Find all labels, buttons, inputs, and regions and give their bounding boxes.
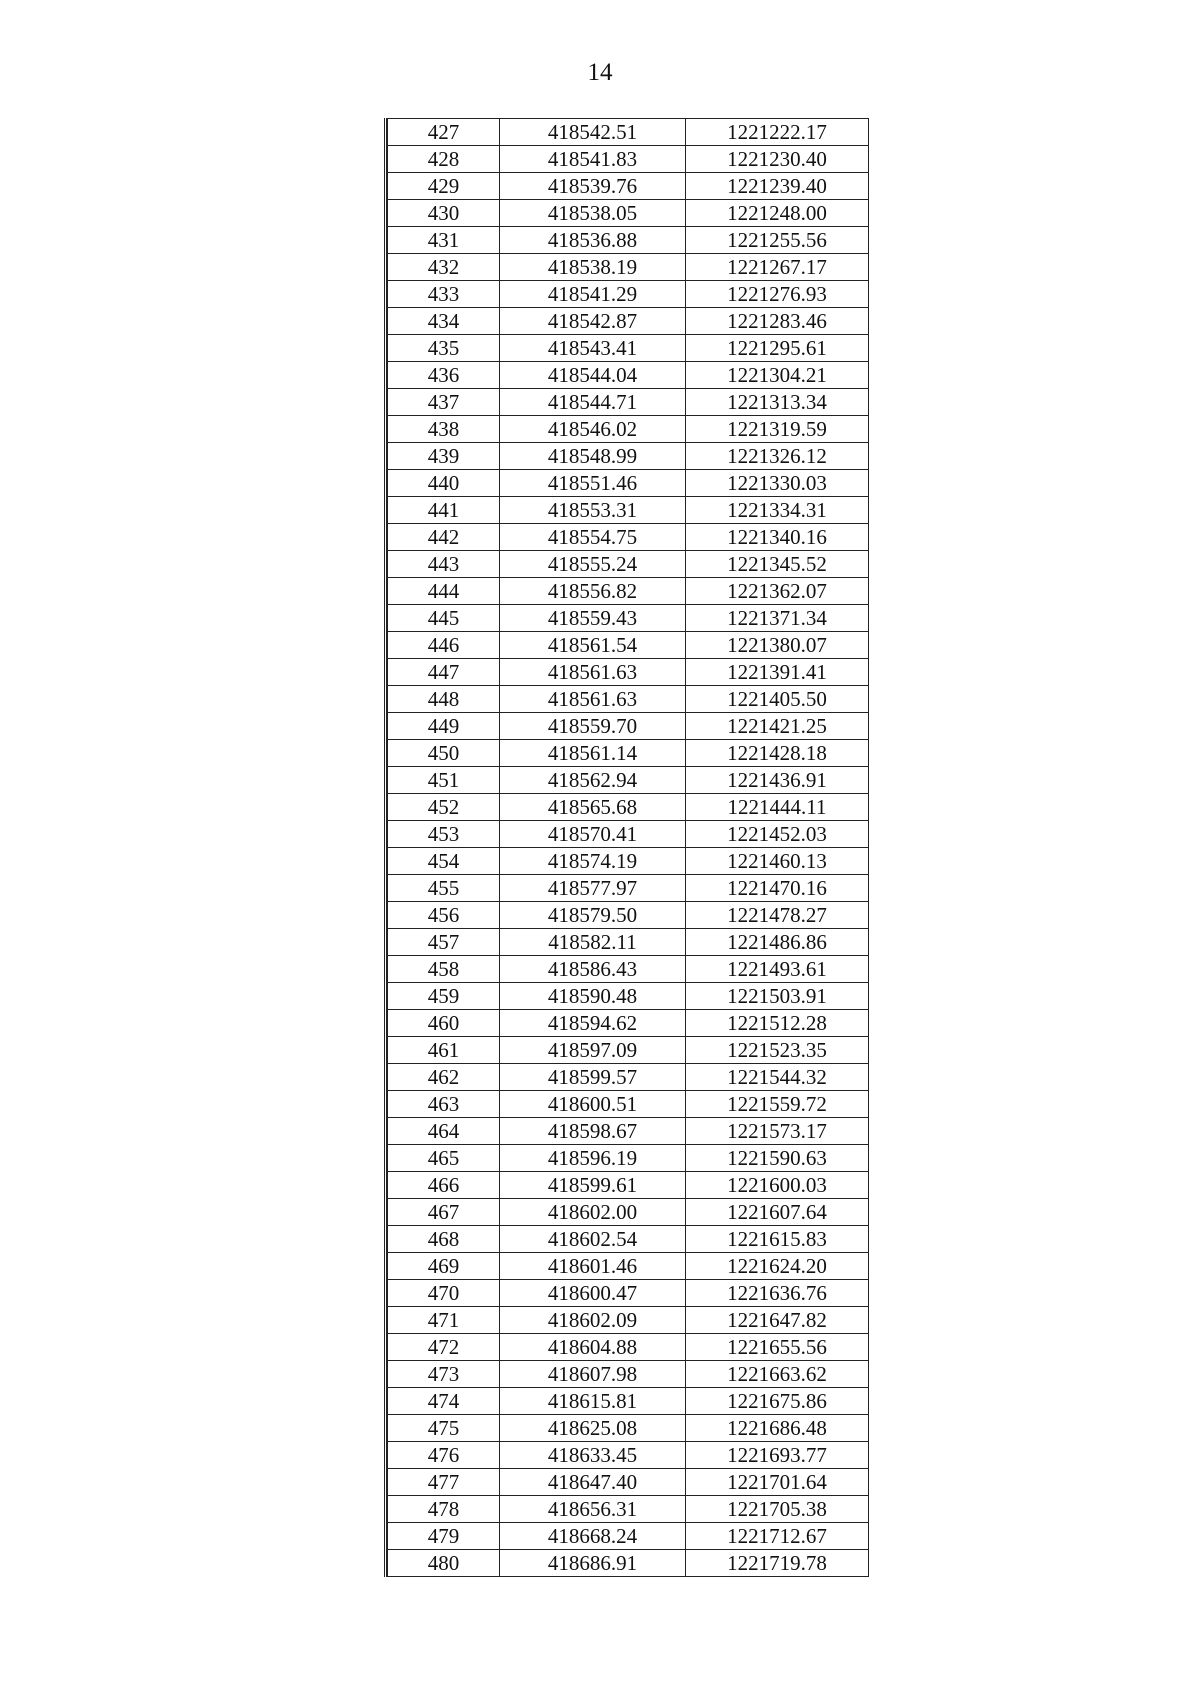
point-number-cell: 465 (388, 1145, 500, 1172)
x-coordinate-cell: 418551.46 (500, 470, 686, 497)
point-number-cell: 466 (388, 1172, 500, 1199)
table-row (388, 1550, 869, 1577)
table-row (388, 470, 869, 497)
point-number-cell: 460 (388, 1010, 500, 1037)
y-coordinate-cell: 1221248.00 (686, 200, 869, 227)
point-number-cell: 431 (388, 227, 500, 254)
x-coordinate-cell: 418590.48 (500, 983, 686, 1010)
table-row (388, 524, 869, 551)
x-coordinate-cell: 418604.88 (500, 1334, 686, 1361)
y-coordinate-cell: 1221512.28 (686, 1010, 869, 1037)
point-number-cell: 474 (388, 1388, 500, 1415)
x-coordinate-cell: 418543.41 (500, 335, 686, 362)
y-coordinate-cell: 1221655.56 (686, 1334, 869, 1361)
table-row (388, 1388, 869, 1415)
y-coordinate-cell: 1221719.78 (686, 1550, 869, 1577)
point-number-cell: 451 (388, 767, 500, 794)
point-number-cell: 477 (388, 1469, 500, 1496)
page-number: 14 (587, 59, 613, 86)
point-number-cell: 441 (388, 497, 500, 524)
y-coordinate-cell: 1221647.82 (686, 1307, 869, 1334)
x-coordinate-cell: 418599.61 (500, 1172, 686, 1199)
point-number-cell: 446 (388, 632, 500, 659)
x-coordinate-cell: 418582.11 (500, 929, 686, 956)
point-number-cell: 447 (388, 659, 500, 686)
y-coordinate-cell: 1221239.40 (686, 173, 869, 200)
table-row (388, 767, 869, 794)
x-coordinate-cell: 418565.68 (500, 794, 686, 821)
table-row (388, 794, 869, 821)
table-row (388, 821, 869, 848)
table-row (388, 632, 869, 659)
point-number-cell: 435 (388, 335, 500, 362)
point-number-cell: 449 (388, 713, 500, 740)
table-row (388, 1496, 869, 1523)
point-number-cell: 453 (388, 821, 500, 848)
x-coordinate-cell: 418553.31 (500, 497, 686, 524)
table-row (388, 1172, 869, 1199)
table-row (388, 1010, 869, 1037)
point-number-cell: 448 (388, 686, 500, 713)
x-coordinate-cell: 418686.91 (500, 1550, 686, 1577)
table-row (388, 875, 869, 902)
table-row (388, 335, 869, 362)
y-coordinate-cell: 1221340.16 (686, 524, 869, 551)
y-coordinate-cell: 1221436.91 (686, 767, 869, 794)
point-number-cell: 456 (388, 902, 500, 929)
table-row (388, 605, 869, 632)
y-coordinate-cell: 1221523.35 (686, 1037, 869, 1064)
table-row (388, 1307, 869, 1334)
y-coordinate-cell: 1221421.25 (686, 713, 869, 740)
table-row (388, 1361, 869, 1388)
y-coordinate-cell: 1221663.62 (686, 1361, 869, 1388)
x-coordinate-cell: 418559.70 (500, 713, 686, 740)
y-coordinate-cell: 1221319.59 (686, 416, 869, 443)
y-coordinate-cell: 1221675.86 (686, 1388, 869, 1415)
y-coordinate-cell: 1221334.31 (686, 497, 869, 524)
table-row (388, 848, 869, 875)
point-number-cell: 476 (388, 1442, 500, 1469)
table-row (388, 578, 869, 605)
x-coordinate-cell: 418601.46 (500, 1253, 686, 1280)
table-row (388, 983, 869, 1010)
table-row (388, 119, 869, 146)
x-coordinate-cell: 418597.09 (500, 1037, 686, 1064)
table-row (388, 713, 869, 740)
table-row (388, 1442, 869, 1469)
y-coordinate-cell: 1221460.13 (686, 848, 869, 875)
y-coordinate-cell: 1221544.32 (686, 1064, 869, 1091)
table-row (388, 497, 869, 524)
x-coordinate-cell: 418556.82 (500, 578, 686, 605)
y-coordinate-cell: 1221255.56 (686, 227, 869, 254)
table-row (388, 686, 869, 713)
point-number-cell: 428 (388, 146, 500, 173)
y-coordinate-cell: 1221330.03 (686, 470, 869, 497)
x-coordinate-cell: 418586.43 (500, 956, 686, 983)
point-number-cell: 429 (388, 173, 500, 200)
point-number-cell: 452 (388, 794, 500, 821)
coordinates-table-wrapper (384, 118, 869, 1577)
table-row (388, 254, 869, 281)
y-coordinate-cell: 1221493.61 (686, 956, 869, 983)
y-coordinate-cell: 1221559.72 (686, 1091, 869, 1118)
table-row (388, 1280, 869, 1307)
point-number-cell: 440 (388, 470, 500, 497)
point-number-cell: 475 (388, 1415, 500, 1442)
point-number-cell: 461 (388, 1037, 500, 1064)
point-number-cell: 454 (388, 848, 500, 875)
y-coordinate-cell: 1221590.63 (686, 1145, 869, 1172)
x-coordinate-cell: 418633.45 (500, 1442, 686, 1469)
point-number-cell: 479 (388, 1523, 500, 1550)
table-row (388, 1523, 869, 1550)
x-coordinate-cell: 418570.41 (500, 821, 686, 848)
point-number-cell: 433 (388, 281, 500, 308)
y-coordinate-cell: 1221705.38 (686, 1496, 869, 1523)
table-row (388, 362, 869, 389)
table-row (388, 281, 869, 308)
point-number-cell: 459 (388, 983, 500, 1010)
table-row (388, 1226, 869, 1253)
x-coordinate-cell: 418561.63 (500, 686, 686, 713)
table-row (388, 416, 869, 443)
point-number-cell: 438 (388, 416, 500, 443)
y-coordinate-cell: 1221486.86 (686, 929, 869, 956)
table-row (388, 1469, 869, 1496)
point-number-cell: 437 (388, 389, 500, 416)
x-coordinate-cell: 418602.54 (500, 1226, 686, 1253)
x-coordinate-cell: 418548.99 (500, 443, 686, 470)
x-coordinate-cell: 418544.71 (500, 389, 686, 416)
x-coordinate-cell: 418539.76 (500, 173, 686, 200)
y-coordinate-cell: 1221607.64 (686, 1199, 869, 1226)
table-row (388, 1064, 869, 1091)
point-number-cell: 471 (388, 1307, 500, 1334)
point-number-cell: 478 (388, 1496, 500, 1523)
y-coordinate-cell: 1221304.21 (686, 362, 869, 389)
table-row (388, 227, 869, 254)
y-coordinate-cell: 1221624.20 (686, 1253, 869, 1280)
table-row (388, 1145, 869, 1172)
point-number-cell: 436 (388, 362, 500, 389)
x-coordinate-cell: 418536.88 (500, 227, 686, 254)
x-coordinate-cell: 418598.67 (500, 1118, 686, 1145)
y-coordinate-cell: 1221701.64 (686, 1469, 869, 1496)
point-number-cell: 467 (388, 1199, 500, 1226)
x-coordinate-cell: 418562.94 (500, 767, 686, 794)
x-coordinate-cell: 418656.31 (500, 1496, 686, 1523)
x-coordinate-cell: 418555.24 (500, 551, 686, 578)
point-number-cell: 434 (388, 308, 500, 335)
table-row (388, 740, 869, 767)
y-coordinate-cell: 1221345.52 (686, 551, 869, 578)
coordinates-table-body (388, 119, 869, 1577)
x-coordinate-cell: 418544.04 (500, 362, 686, 389)
point-number-cell: 457 (388, 929, 500, 956)
table-row (388, 929, 869, 956)
x-coordinate-cell: 418625.08 (500, 1415, 686, 1442)
x-coordinate-cell: 418561.14 (500, 740, 686, 767)
point-number-cell: 430 (388, 200, 500, 227)
x-coordinate-cell: 418542.87 (500, 308, 686, 335)
y-coordinate-cell: 1221600.03 (686, 1172, 869, 1199)
point-number-cell: 470 (388, 1280, 500, 1307)
table-row (388, 1091, 869, 1118)
y-coordinate-cell: 1221470.16 (686, 875, 869, 902)
point-number-cell: 463 (388, 1091, 500, 1118)
table-row (388, 1037, 869, 1064)
table-row (388, 1253, 869, 1280)
point-number-cell: 469 (388, 1253, 500, 1280)
table-row (388, 902, 869, 929)
y-coordinate-cell: 1221380.07 (686, 632, 869, 659)
x-coordinate-cell: 418541.29 (500, 281, 686, 308)
point-number-cell: 455 (388, 875, 500, 902)
point-number-cell: 442 (388, 524, 500, 551)
x-coordinate-cell: 418561.54 (500, 632, 686, 659)
y-coordinate-cell: 1221222.17 (686, 119, 869, 146)
y-coordinate-cell: 1221503.91 (686, 983, 869, 1010)
point-number-cell: 443 (388, 551, 500, 578)
y-coordinate-cell: 1221686.48 (686, 1415, 869, 1442)
y-coordinate-cell: 1221478.27 (686, 902, 869, 929)
table-row (388, 659, 869, 686)
x-coordinate-cell: 418574.19 (500, 848, 686, 875)
y-coordinate-cell: 1221391.41 (686, 659, 869, 686)
table-row (388, 1118, 869, 1145)
x-coordinate-cell: 418538.19 (500, 254, 686, 281)
table-row (388, 443, 869, 470)
table-row (388, 1199, 869, 1226)
y-coordinate-cell: 1221615.83 (686, 1226, 869, 1253)
y-coordinate-cell: 1221636.76 (686, 1280, 869, 1307)
table-row (388, 173, 869, 200)
x-coordinate-cell: 418596.19 (500, 1145, 686, 1172)
table-row (388, 1334, 869, 1361)
point-number-cell: 439 (388, 443, 500, 470)
x-coordinate-cell: 418579.50 (500, 902, 686, 929)
x-coordinate-cell: 418599.57 (500, 1064, 686, 1091)
x-coordinate-cell: 418668.24 (500, 1523, 686, 1550)
y-coordinate-cell: 1221712.67 (686, 1523, 869, 1550)
point-number-cell: 464 (388, 1118, 500, 1145)
y-coordinate-cell: 1221444.11 (686, 794, 869, 821)
y-coordinate-cell: 1221313.34 (686, 389, 869, 416)
point-number-cell: 445 (388, 605, 500, 632)
y-coordinate-cell: 1221295.61 (686, 335, 869, 362)
point-number-cell: 458 (388, 956, 500, 983)
table-row (388, 200, 869, 227)
y-coordinate-cell: 1221362.07 (686, 578, 869, 605)
y-coordinate-cell: 1221230.40 (686, 146, 869, 173)
point-number-cell: 468 (388, 1226, 500, 1253)
y-coordinate-cell: 1221573.17 (686, 1118, 869, 1145)
y-coordinate-cell: 1221283.46 (686, 308, 869, 335)
x-coordinate-cell: 418554.75 (500, 524, 686, 551)
point-number-cell: 480 (388, 1550, 500, 1577)
x-coordinate-cell: 418594.62 (500, 1010, 686, 1037)
x-coordinate-cell: 418602.09 (500, 1307, 686, 1334)
point-number-cell: 473 (388, 1361, 500, 1388)
x-coordinate-cell: 418538.05 (500, 200, 686, 227)
x-coordinate-cell: 418602.00 (500, 1199, 686, 1226)
y-coordinate-cell: 1221428.18 (686, 740, 869, 767)
x-coordinate-cell: 418607.98 (500, 1361, 686, 1388)
x-coordinate-cell: 418559.43 (500, 605, 686, 632)
table-row (388, 956, 869, 983)
point-number-cell: 427 (388, 119, 500, 146)
y-coordinate-cell: 1221267.17 (686, 254, 869, 281)
x-coordinate-cell: 418577.97 (500, 875, 686, 902)
y-coordinate-cell: 1221452.03 (686, 821, 869, 848)
x-coordinate-cell: 418615.81 (500, 1388, 686, 1415)
x-coordinate-cell: 418546.02 (500, 416, 686, 443)
y-coordinate-cell: 1221326.12 (686, 443, 869, 470)
point-number-cell: 462 (388, 1064, 500, 1091)
x-coordinate-cell: 418561.63 (500, 659, 686, 686)
table-row (388, 146, 869, 173)
point-number-cell: 472 (388, 1334, 500, 1361)
y-coordinate-cell: 1221693.77 (686, 1442, 869, 1469)
y-coordinate-cell: 1221371.34 (686, 605, 869, 632)
x-coordinate-cell: 418647.40 (500, 1469, 686, 1496)
point-number-cell: 432 (388, 254, 500, 281)
coordinates-table (387, 118, 869, 1577)
x-coordinate-cell: 418541.83 (500, 146, 686, 173)
x-coordinate-cell: 418600.47 (500, 1280, 686, 1307)
x-coordinate-cell: 418600.51 (500, 1091, 686, 1118)
table-row (388, 389, 869, 416)
table-row (388, 551, 869, 578)
table-row (388, 308, 869, 335)
x-coordinate-cell: 418542.51 (500, 119, 686, 146)
y-coordinate-cell: 1221276.93 (686, 281, 869, 308)
point-number-cell: 450 (388, 740, 500, 767)
table-row (388, 1415, 869, 1442)
y-coordinate-cell: 1221405.50 (686, 686, 869, 713)
point-number-cell: 444 (388, 578, 500, 605)
